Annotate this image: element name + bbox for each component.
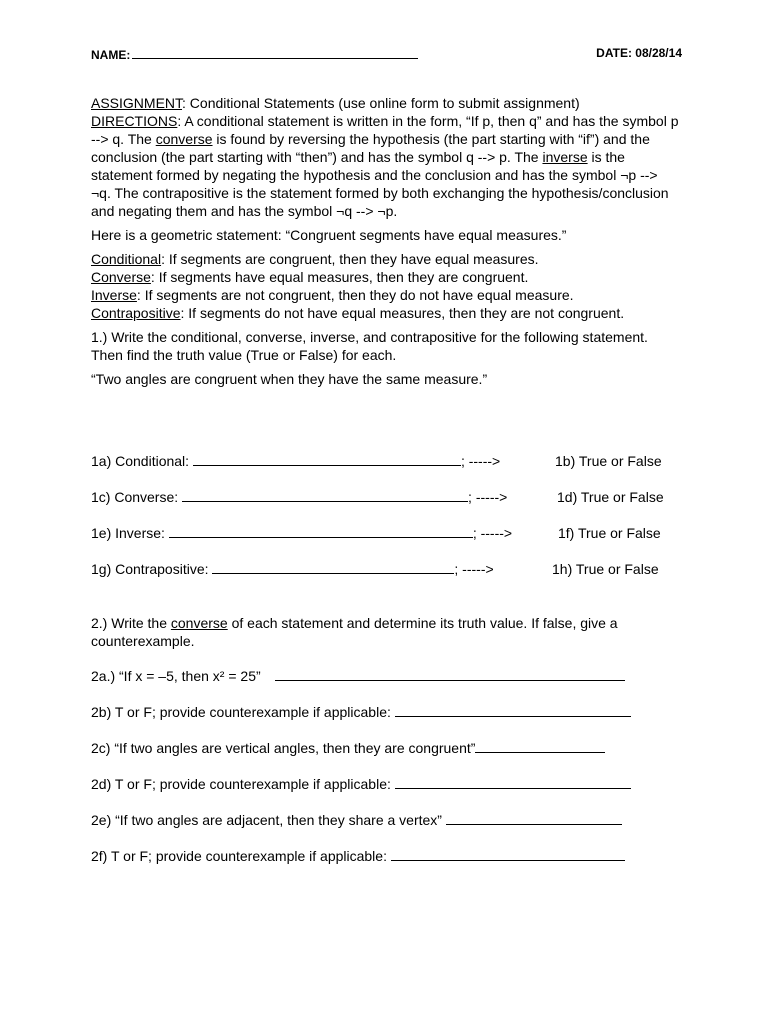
name-label: NAME: xyxy=(91,48,131,62)
arrow-text: ; -----> xyxy=(472,525,513,541)
assignment-label: ASSIGNMENT xyxy=(91,95,183,111)
truth-value-1f[interactable]: 1f) True or False xyxy=(558,525,661,541)
answer-label: 1g) Contrapositive: xyxy=(91,561,209,577)
answer-blank-1g[interactable] xyxy=(212,559,454,574)
answer-label: 1c) Converse: xyxy=(91,489,179,505)
question-text: 2c) “If two angles are vertical angles, then they are congruent” xyxy=(91,740,476,756)
example-inverse xyxy=(91,286,681,304)
question-2-instruction xyxy=(91,614,681,650)
question-2b xyxy=(91,702,631,722)
directions-text-3: is the statement formed by negating the hypothesis and the conclusion and has the symbol ¬p --> ¬q. The contrapositive is the statement formed by both exchanging the hypothesis/conclusion and negating them and has the symbol ¬q --> ¬p. xyxy=(91,149,669,219)
assignment-text: : Conditional Statements (use online form to submit assignment) xyxy=(182,95,580,111)
geometric-statement: Here is a geometric statement: “Congruent segments have equal measures.” xyxy=(91,227,567,243)
converse-term: converse xyxy=(170,615,228,631)
question-2-text-2: of each statement and determine its truth value. If false, give a counterexample. xyxy=(91,615,618,649)
question-1-instruction: 1.) Write the conditional, converse, inverse, and contrapositive for the following statement. Then find the truth value (True or False) for each. xyxy=(91,329,648,363)
answer-row-1a xyxy=(91,451,500,471)
example-label: Converse xyxy=(91,269,151,285)
question-text: 2e) “If two angles are adjacent, then they share a vertex” xyxy=(91,812,442,828)
answer-label: 1a) Conditional: xyxy=(91,453,190,469)
answer-blank-1e[interactable] xyxy=(169,523,473,538)
arrow-text: ; -----> xyxy=(454,561,494,577)
question-2-text-1: 2.) Write the xyxy=(91,615,171,631)
question-text: 2f) T or F; provide counterexample if applicable: xyxy=(91,848,387,864)
question-2a xyxy=(91,666,625,686)
question-1-statement: “Two angles are congruent when they have the same measure.” xyxy=(91,371,488,387)
directions-label: DIRECTIONS xyxy=(91,113,178,129)
answer-blank-1a[interactable] xyxy=(193,451,461,466)
example-text: : If segments are not congruent, then they do not have equal measure. xyxy=(136,287,574,303)
example-text: : If segments have equal measures, then they are congruent. xyxy=(150,269,529,285)
date-label: DATE: 08/28/14 xyxy=(596,46,682,60)
truth-value-1b[interactable]: 1b) True or False xyxy=(555,453,662,469)
example-label: Contrapositive xyxy=(91,305,181,321)
example-contrapositive xyxy=(91,304,681,322)
question-2d xyxy=(91,774,631,794)
worksheet-header xyxy=(91,46,682,64)
answer-row-1g xyxy=(91,559,494,579)
example-converse xyxy=(91,268,681,286)
question-2f xyxy=(91,846,625,866)
question-text: 2a.) “If x = –5, then x² = 25” xyxy=(91,668,261,684)
assignment-line xyxy=(91,94,681,112)
question-text: 2b) T or F; provide counterexample if applicable: xyxy=(91,704,391,720)
converse-term: converse xyxy=(155,131,213,147)
question-2c xyxy=(91,738,605,758)
directions-text-1: : A conditional statement is written in the form, “If p, then q” and has the symbol p --> q. The xyxy=(91,113,679,147)
arrow-text: ; -----> xyxy=(460,453,501,469)
truth-value-1h[interactable]: 1h) True or False xyxy=(552,561,659,577)
answer-row-1c xyxy=(91,487,507,507)
answer-label: 1e) Inverse: xyxy=(91,525,165,541)
directions-paragraph xyxy=(91,112,681,220)
example-label: Conditional xyxy=(91,251,162,267)
inverse-term: inverse xyxy=(542,149,588,165)
example-conditional xyxy=(91,250,681,268)
truth-value-1d[interactable]: 1d) True or False xyxy=(557,489,664,505)
question-2e xyxy=(91,810,622,830)
answer-blank-2d[interactable] xyxy=(395,774,631,789)
directions-text-2: is found by reversing the hypothesis (the part starting with “if”) and the conclusion (the part starting with “then”) and has the symbol q --> p. The xyxy=(91,131,650,165)
answer-blank-2a[interactable] xyxy=(275,666,625,681)
name-field xyxy=(91,46,418,62)
example-text: : If segments do not have equal measures, then they are not congruent. xyxy=(180,305,625,321)
name-blank-line[interactable] xyxy=(132,46,418,59)
question-text: 2d) T or F; provide counterexample if applicable: xyxy=(91,776,391,792)
answer-blank-2e[interactable] xyxy=(446,810,622,825)
example-text: : If segments are congruent, then they have equal measures. xyxy=(161,251,539,267)
answer-blank-2c[interactable] xyxy=(475,738,605,753)
example-label: Inverse xyxy=(91,287,137,303)
arrow-text: ; -----> xyxy=(468,489,508,505)
answer-blank-2b[interactable] xyxy=(395,702,631,717)
answer-blank-1c[interactable] xyxy=(182,487,468,502)
answer-row-1e xyxy=(91,523,512,543)
instructions-block xyxy=(91,94,681,388)
answer-blank-2f[interactable] xyxy=(391,846,625,861)
